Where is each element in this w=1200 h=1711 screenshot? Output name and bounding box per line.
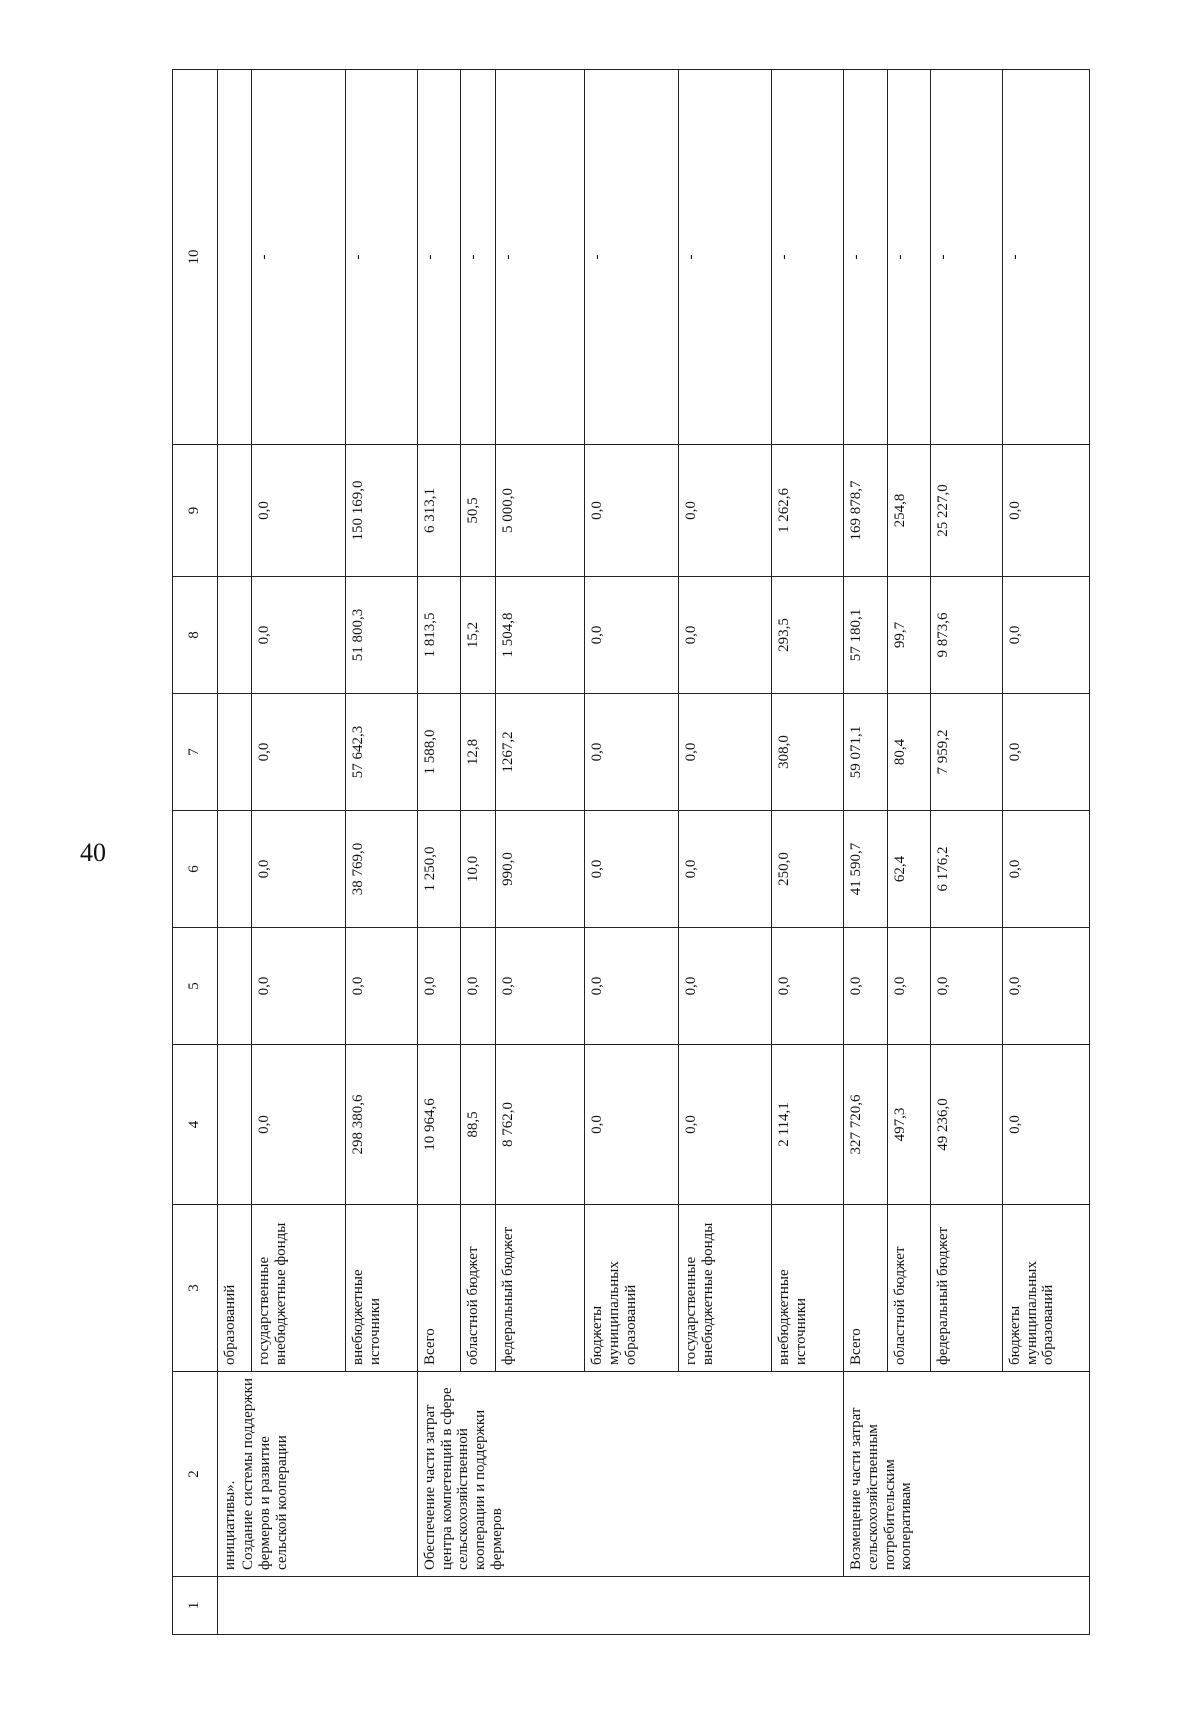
value-cell: 0,0	[1002, 928, 1089, 1045]
value-cell: 0,0	[931, 928, 1003, 1045]
funding-source-cell: Всего	[417, 1205, 461, 1372]
value-cell: 0,0	[678, 811, 772, 928]
value-cell: 49 236,0	[931, 1045, 1003, 1205]
value-cell: 88,5	[461, 1045, 496, 1205]
value-cell: 1 504,8	[496, 577, 585, 694]
value-cell: 59 071,1	[844, 694, 888, 811]
value-cell: 0,0	[678, 1045, 772, 1205]
value-cell: 0,0	[1002, 811, 1089, 928]
value-cell: 0,0	[252, 928, 346, 1045]
funding-source-cell: федеральный бюджет	[496, 1205, 585, 1372]
header-cell: 2	[173, 1372, 218, 1577]
value-cell: 80,4	[887, 694, 931, 811]
measure-name-cell	[844, 1372, 1090, 1577]
funding-source-cell: государственные внебюджетные фонды	[678, 1205, 772, 1372]
header-cell: 9	[173, 445, 218, 577]
value-cell: -	[585, 70, 679, 445]
value-cell: 0,0	[844, 928, 888, 1045]
value-cell: 0,0	[345, 928, 417, 1045]
value-cell: 7 959,2	[931, 694, 1003, 811]
funding-source-cell: государственные внебюджетные фонды	[252, 1205, 346, 1372]
value-cell	[217, 70, 252, 445]
value-cell: 25 227,0	[931, 445, 1003, 577]
value-cell: -	[1002, 70, 1089, 445]
table-row	[417, 70, 461, 1635]
value-cell: 0,0	[585, 694, 679, 811]
value-cell: 62,4	[887, 811, 931, 928]
value-cell: 0,0	[1002, 1045, 1089, 1205]
value-cell: 12,8	[461, 694, 496, 811]
value-cell: 308,0	[772, 694, 844, 811]
value-cell: 497,3	[887, 1045, 931, 1205]
header-cell: 8	[173, 577, 218, 694]
header-cell: 1	[173, 1577, 218, 1635]
value-cell: 0,0	[772, 928, 844, 1045]
value-cell: -	[252, 70, 346, 445]
value-cell: 99,7	[887, 577, 931, 694]
value-cell: 41 590,7	[844, 811, 888, 928]
header-cell: 4	[173, 1045, 218, 1205]
value-cell: 0,0	[678, 445, 772, 577]
measure-name-cell	[417, 1372, 843, 1577]
header-cell: 5	[173, 928, 218, 1045]
value-cell: 10 964,6	[417, 1045, 461, 1205]
value-cell: 10,0	[461, 811, 496, 928]
funding-source-cell: Всего	[844, 1205, 888, 1372]
header-cell: 7	[173, 694, 218, 811]
value-cell: 38 769,0	[345, 811, 417, 928]
value-cell: -	[496, 70, 585, 445]
funding-source-cell: бюджеты муниципальных образований	[1002, 1205, 1089, 1372]
value-cell: 0,0	[585, 928, 679, 1045]
value-cell: 1 588,0	[417, 694, 461, 811]
table-row	[217, 70, 252, 1635]
value-cell: 57 180,1	[844, 577, 888, 694]
value-cell	[217, 811, 252, 928]
value-cell: 15,2	[461, 577, 496, 694]
value-cell: 0,0	[585, 445, 679, 577]
row-number-cell	[217, 1577, 1089, 1635]
value-cell: 0,0	[678, 928, 772, 1045]
funding-source-cell: образований	[217, 1205, 252, 1372]
funding-source-cell: областной бюджет	[461, 1205, 496, 1372]
value-cell: 0,0	[585, 577, 679, 694]
measure-name-prefix: инициативы».	[221, 1480, 238, 1570]
measure-name-cell	[217, 1372, 417, 1577]
value-cell: 1 250,0	[417, 811, 461, 928]
value-cell: 51 800,3	[345, 577, 417, 694]
value-cell: 0,0	[1002, 577, 1089, 694]
value-cell: 0,0	[252, 577, 346, 694]
value-cell: -	[844, 70, 888, 445]
value-cell: 298 380,6	[345, 1045, 417, 1205]
value-cell	[217, 1045, 252, 1205]
header-cell: 10	[173, 70, 218, 445]
funding-source-cell: федеральный бюджет	[931, 1205, 1003, 1372]
value-cell: 0,0	[252, 445, 346, 577]
value-cell: -	[887, 70, 931, 445]
value-cell: 50,5	[461, 445, 496, 577]
value-cell: 0,0	[252, 694, 346, 811]
value-cell: -	[931, 70, 1003, 445]
value-cell: 293,5	[772, 577, 844, 694]
value-cell: 6 313,1	[417, 445, 461, 577]
value-cell: 327 720,6	[844, 1045, 888, 1205]
header-cell: 6	[173, 811, 218, 928]
value-cell: 1267,2	[496, 694, 585, 811]
header-cell: 3	[173, 1205, 218, 1372]
budget-table	[172, 69, 1090, 1635]
header-row	[173, 70, 218, 1635]
value-cell: 169 878,7	[844, 445, 888, 577]
funding-source-cell: областной бюджет	[887, 1205, 931, 1372]
value-cell: 1 262,6	[772, 445, 844, 577]
value-cell: 0,0	[252, 1045, 346, 1205]
value-cell: 0,0	[252, 811, 346, 928]
value-cell: 990,0	[496, 811, 585, 928]
value-cell: -	[772, 70, 844, 445]
value-cell: 0,0	[585, 1045, 679, 1205]
value-cell: 5 000,0	[496, 445, 585, 577]
value-cell: 0,0	[417, 928, 461, 1045]
page-number: 40	[80, 838, 106, 867]
table-row	[844, 70, 888, 1635]
value-cell: 0,0	[585, 811, 679, 928]
value-cell: 0,0	[678, 577, 772, 694]
measure-name: Создание системы поддержки фермеров и развитие сельской кооперации	[240, 1378, 290, 1570]
value-cell	[217, 694, 252, 811]
value-cell: 9 873,6	[931, 577, 1003, 694]
funding-source-cell: внебюджетные источники	[345, 1205, 417, 1372]
value-cell	[217, 577, 252, 694]
value-cell: 0,0	[496, 928, 585, 1045]
rotated-table-container	[172, 70, 1090, 1635]
value-cell: 254,8	[887, 445, 931, 577]
value-cell	[217, 445, 252, 577]
value-cell: 8 762,0	[496, 1045, 585, 1205]
value-cell: 250,0	[772, 811, 844, 928]
value-cell: 2 114,1	[772, 1045, 844, 1205]
value-cell: 0,0	[887, 928, 931, 1045]
value-cell	[217, 928, 252, 1045]
value-cell: 0,0	[678, 694, 772, 811]
funding-source-cell: бюджеты муниципальных образований	[585, 1205, 679, 1372]
value-cell: 150 169,0	[345, 445, 417, 577]
measure-name: Обеспечение части затрат центра компетенций в сфере сельскохозяйственной кооперации и поддержки фермеров	[421, 1387, 505, 1570]
value-cell: 57 642,3	[345, 694, 417, 811]
value-cell: -	[345, 70, 417, 445]
funding-source-cell: внебюджетные источники	[772, 1205, 844, 1372]
value-cell: 0,0	[461, 928, 496, 1045]
measure-name: Возмещение части затрат сельскохозяйственным потребительским кооперативам	[848, 1407, 915, 1570]
value-cell: 6 176,2	[931, 811, 1003, 928]
value-cell: -	[461, 70, 496, 445]
table-body	[173, 70, 1090, 1635]
value-cell: 0,0	[1002, 445, 1089, 577]
value-cell: -	[417, 70, 461, 445]
value-cell: 0,0	[1002, 694, 1089, 811]
value-cell: 1 813,5	[417, 577, 461, 694]
value-cell: -	[678, 70, 772, 445]
